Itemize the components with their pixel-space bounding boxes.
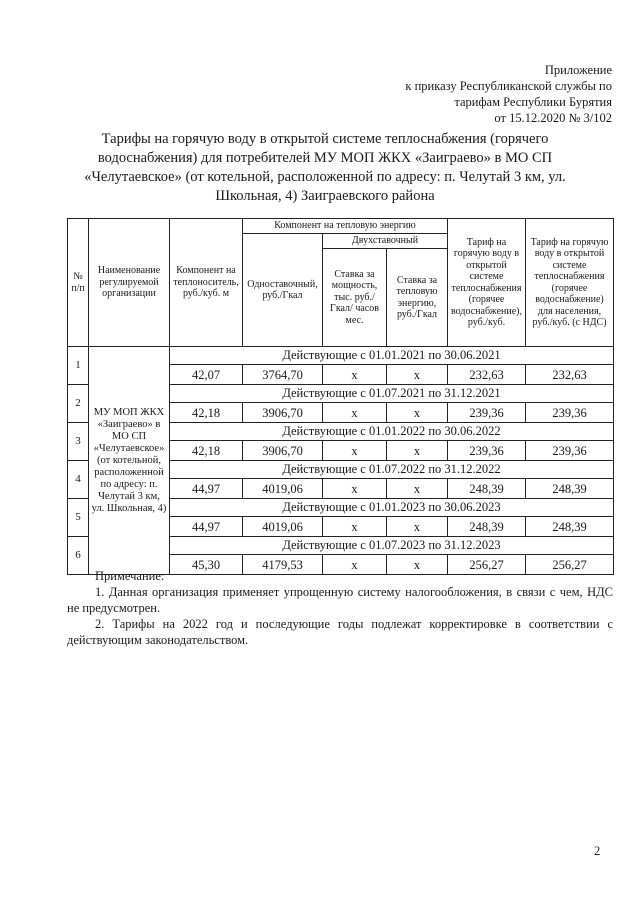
capacity-rate-value: х xyxy=(323,365,387,385)
population-tariff-value: 239,36 xyxy=(526,441,614,461)
period-label: Действующие с 01.01.2022 по 30.06.2022 xyxy=(170,423,614,441)
header-component-carrier: Компонент на теплоноситель, руб./куб. м xyxy=(170,219,243,347)
energy-rate-value: х xyxy=(387,555,448,575)
row-num: 3 xyxy=(68,423,89,461)
single-rate-value: 4019,06 xyxy=(243,479,323,499)
period-label: Действующие с 01.01.2021 по 30.06.2021 xyxy=(170,347,614,365)
table-row xyxy=(68,347,614,365)
header-num: № п/п xyxy=(68,219,89,347)
header-tariff-open: Тариф на горячую воду в открытой системе теплоснабжения (горячее водоснабжение), руб./куб. xyxy=(448,219,526,347)
row-num: 5 xyxy=(68,499,89,537)
tariff-value: 248,39 xyxy=(448,479,526,499)
row-num: 2 xyxy=(68,385,89,423)
appendix-line-1: Приложение xyxy=(544,63,612,77)
row-num: 4 xyxy=(68,461,89,499)
single-rate-value: 4019,06 xyxy=(243,517,323,537)
energy-rate-value: х xyxy=(387,365,448,385)
document-title: Тарифы на горячую воду в открытой системе теплоснабжения (горячего водоснабжения) для потребителей МУ МОП ЖКХ «Заиграево» в МО СП «Челутаевское» (от котельной, расположенной по адресу: п. Челутай 3 км, ул. Школьная, 4) Заиграевского района xyxy=(84,131,566,204)
header-capacity-rate: Ставка за мощность, тыс. руб./Гкал/ часов мес. xyxy=(323,249,387,347)
note-2: 2. Тарифы на 2022 год и последующие годы подлежат корректировке в соответствии с действующим законодательством. xyxy=(67,617,613,647)
period-label: Действующие с 01.07.2022 по 31.12.2022 xyxy=(170,461,614,479)
energy-rate-value: х xyxy=(387,517,448,537)
carrier-value: 45,30 xyxy=(170,555,243,575)
population-tariff-value: 232,63 xyxy=(526,365,614,385)
tariff-value: 232,63 xyxy=(448,365,526,385)
carrier-value: 44,97 xyxy=(170,517,243,537)
period-label: Действующие с 01.07.2023 по 31.12.2023 xyxy=(170,537,614,555)
organization-cell: МУ МОП ЖКХ «Заиграево» в МО СП «Челутаевское» (от котельной, расположенной по адресу: п. Челутай 3 км, ул. Школьная, 4) xyxy=(89,347,170,575)
population-tariff-value: 256,27 xyxy=(526,555,614,575)
appendix-line-2: к приказу Республиканской службы по xyxy=(405,79,612,93)
capacity-rate-value: х xyxy=(323,555,387,575)
appendix-header xyxy=(405,62,612,126)
page-number: 2 xyxy=(594,844,601,858)
single-rate-value: 3906,70 xyxy=(243,403,323,423)
tariff-value: 239,36 xyxy=(448,403,526,423)
capacity-rate-value: х xyxy=(323,479,387,499)
energy-rate-value: х xyxy=(387,441,448,461)
tariff-value: 248,39 xyxy=(448,517,526,537)
appendix-line-3: тарифам Республики Бурятия xyxy=(454,95,612,109)
header-single-rate: Одноставочный, руб./Гкал xyxy=(243,234,323,347)
header-component-energy: Компонент на тепловую энергию xyxy=(243,219,448,234)
carrier-value: 42,18 xyxy=(170,403,243,423)
tariff-table xyxy=(67,218,614,575)
notes-section xyxy=(67,568,613,648)
note-1: 1. Данная организация применяет упрощенную систему налогообложения, в связи с чем, НДС не предусмотрен. xyxy=(67,585,613,615)
row-num: 1 xyxy=(68,347,89,385)
energy-rate-value: х xyxy=(387,479,448,499)
population-tariff-value: 248,39 xyxy=(526,479,614,499)
tariff-value: 239,36 xyxy=(448,441,526,461)
header-two-rate: Двухставочный xyxy=(323,234,448,249)
header-energy-rate: Ставка за тепловую энергию, руб./Гкал xyxy=(387,249,448,347)
row-num: 6 xyxy=(68,537,89,575)
capacity-rate-value: х xyxy=(323,517,387,537)
period-label: Действующие с 01.07.2021 по 31.12.2021 xyxy=(170,385,614,403)
single-rate-value: 3906,70 xyxy=(243,441,323,461)
single-rate-value: 4179,53 xyxy=(243,555,323,575)
population-tariff-value: 248,39 xyxy=(526,517,614,537)
single-rate-value: 3764,70 xyxy=(243,365,323,385)
header-tariff-population: Тариф на горячую воду в открытой системе теплоснабжения (горячее водоснабжение) для населения, руб./куб. (с НДС) xyxy=(526,219,614,347)
period-label: Действующие с 01.01.2023 по 30.06.2023 xyxy=(170,499,614,517)
header-org: Наименование регулируемой организации xyxy=(89,219,170,347)
tariff-value: 256,27 xyxy=(448,555,526,575)
population-tariff-value: 239,36 xyxy=(526,403,614,423)
capacity-rate-value: х xyxy=(323,403,387,423)
carrier-value: 42,18 xyxy=(170,441,243,461)
capacity-rate-value: х xyxy=(323,441,387,461)
carrier-value: 44,97 xyxy=(170,479,243,499)
energy-rate-value: х xyxy=(387,403,448,423)
carrier-value: 42,07 xyxy=(170,365,243,385)
appendix-line-4: от 15.12.2020 № 3/102 xyxy=(494,111,612,125)
notes-heading: Примечание: xyxy=(95,569,165,583)
